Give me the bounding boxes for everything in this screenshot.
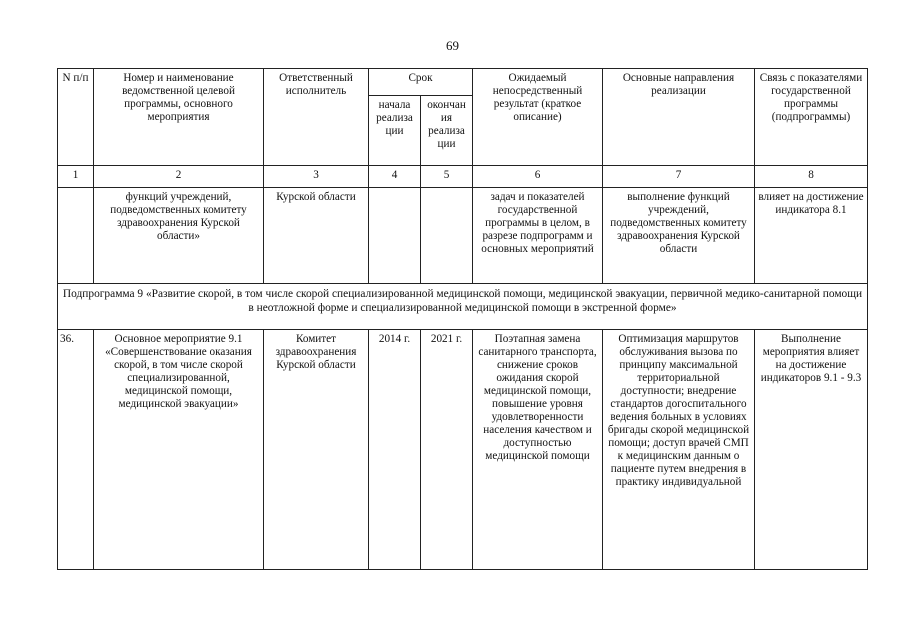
row-directions: Оптимизация маршрутов обслуживания вызова по принципу максимальной территориальной доступности; внедрение стандартов догоспитального ведения больных в условиях бригады скорой медицинской помощи; доступ врачей СМП к медицинским данным о пациенте путем внедрения в практику индивидуальной bbox=[603, 330, 755, 570]
subprogram-row bbox=[58, 284, 868, 330]
row-name: Основное мероприятие 9.1 «Совершенствование оказания скорой, в том числе скорой специализированной, медицинской помощи, медицинской эвакуации» bbox=[94, 330, 264, 570]
header-num: N п/п bbox=[58, 69, 94, 166]
row-executor: Курской области bbox=[264, 188, 369, 284]
row-link: влияет на достижение индикатора 8.1 bbox=[755, 188, 868, 284]
header-name: Номер и наименование ведомственной целевой программы, основного мероприятия bbox=[94, 69, 264, 166]
row-executor: Комитет здравоохранения Курской области bbox=[264, 330, 369, 570]
col-number: 3 bbox=[264, 166, 369, 188]
col-number: 5 bbox=[421, 166, 473, 188]
row-link: Выполнение мероприятия влияет на достижение индикаторов 9.1 - 9.3 bbox=[755, 330, 868, 570]
col-number: 2 bbox=[94, 166, 264, 188]
table-row bbox=[58, 330, 868, 570]
col-number: 4 bbox=[369, 166, 421, 188]
row-result: задач и показателей государственной программы в целом, в разрезе подпрограмм и основных мероприятий bbox=[473, 188, 603, 284]
row-num: 36. bbox=[58, 330, 94, 570]
row-directions: выполнение функций учреждений, подведомственных комитету здравоохранения Курской области bbox=[603, 188, 755, 284]
header-result: Ожидаемый непосредственный результат (краткое описание) bbox=[473, 69, 603, 166]
row-end: 2021 г. bbox=[421, 330, 473, 570]
row-num bbox=[58, 188, 94, 284]
header-directions: Основные направления реализации bbox=[603, 69, 755, 166]
col-number: 1 bbox=[58, 166, 94, 188]
header-start: начала реализа ции bbox=[369, 96, 421, 166]
row-start: 2014 г. bbox=[369, 330, 421, 570]
header-row-1 bbox=[58, 69, 868, 96]
table-row bbox=[58, 188, 868, 284]
program-table bbox=[57, 68, 868, 570]
page-number: 69 bbox=[446, 38, 459, 53]
row-start bbox=[369, 188, 421, 284]
column-numbers-row bbox=[58, 166, 868, 188]
row-end bbox=[421, 188, 473, 284]
header-executor: Ответственный исполнитель bbox=[264, 69, 369, 166]
header-term: Срок bbox=[369, 69, 473, 96]
header-link: Связь с показателями государственной программы (подпрограммы) bbox=[755, 69, 868, 166]
col-number: 8 bbox=[755, 166, 868, 188]
row-name: функций учреждений, подведомственных комитету здравоохранения Курской области» bbox=[94, 188, 264, 284]
row-result: Поэтапная замена санитарного транспорта, снижение сроков ожидания скорой медицинской помощи, повышение уровня удовлетворенности населения качеством и доступностью медицинской помощи bbox=[473, 330, 603, 570]
col-number: 7 bbox=[603, 166, 755, 188]
col-number: 6 bbox=[473, 166, 603, 188]
header-end: окончан ия реализа ции bbox=[421, 96, 473, 166]
subprogram-title: Подпрограмма 9 «Развитие скорой, в том числе скорой специализированной медицинской помощи, медицинской эвакуации, первичной медико-санитарной помощи в неотложной форме и специализированной медицинской помощи в экстренной форме» bbox=[58, 284, 868, 330]
